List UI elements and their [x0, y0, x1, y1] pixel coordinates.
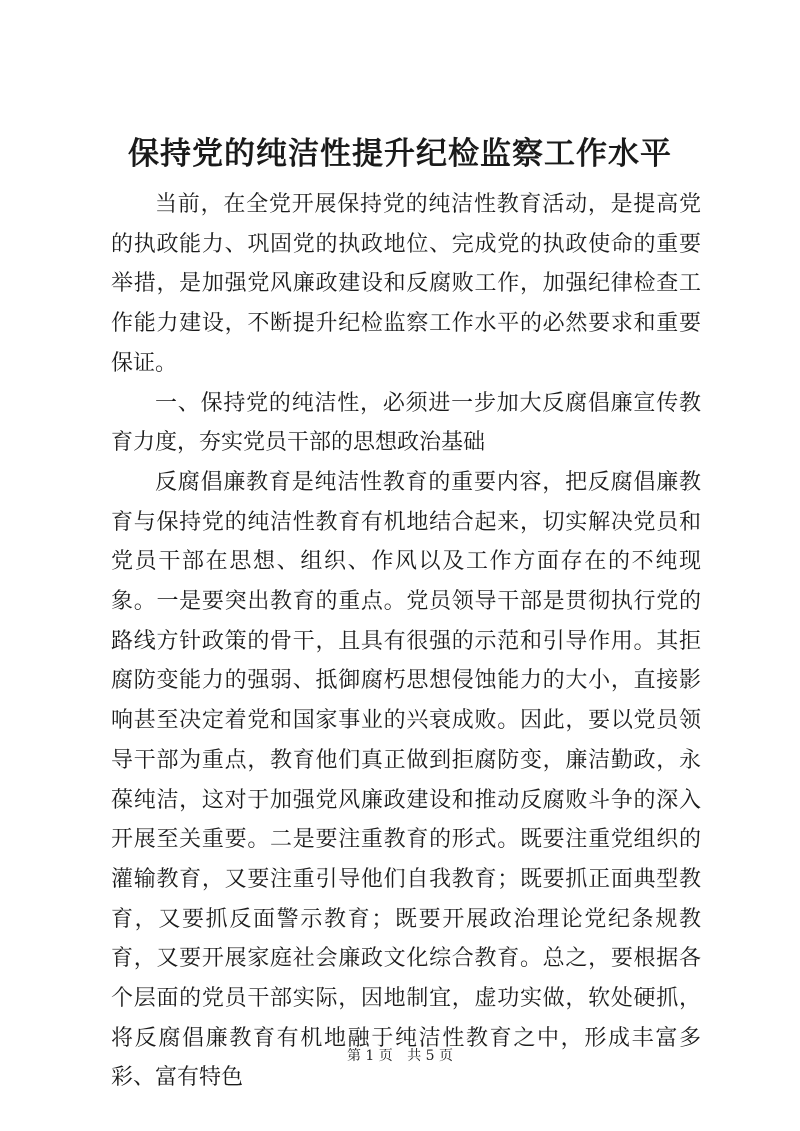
intro-paragraph: 当前，在全党开展保持党的纯洁性教育活动，是提高党的执政能力、巩固党的执政地位、完成党的执政使命的重要举措，是加强党风廉政建设和反腐败工作，加强纪律检查工作能力建设，不断提升纪检监察工作水平的必然要求和重要保证。	[111, 192, 701, 376]
body-paragraph: 反腐倡廉教育是纯洁性教育的重要内容，把反腐倡廉教育与保持党的纯洁性教育有机地结合起来，切实解决党员和党员干部在思想、组织、作风以及工作方面存在的不纯现象。一是要突出教育的重点。党员领导干部是贯彻执行党的路线方针政策的骨干，且具有很强的示范和引导作用。其拒腐防变能力的强弱、抵御腐朽思想侵蚀能力的大小，直接影响甚至决定着党和国家事业的兴衰成败。因此，要以党员领导干部为重点，教育他们真正做到拒腐防变，廉洁勤政，永葆纯洁，这对于加强党风廉政建设和推动反腐败斗争的深入开展至关重要。二是要注重教育的形式。既要注重党组织的灌输教育，又要注重引导他们自我教育；既要抓正面典型教育，又要抓反面警示教育；既要开展政治理论党纪条规教育，又要开展家庭社会廉政文化综合教育。总之，要根据各个层面的党员干部实际，因地制宜，虚功实做，软处硬抓，将反腐倡廉教育有机地融于纯洁性教育之中，形成丰富多彩、富有特色	[111, 469, 701, 1091]
document-body	[111, 185, 701, 1098]
page-footer	[0, 1046, 800, 1066]
document-title: 保持党的纯洁性提升纪检监察工作水平	[128, 136, 672, 172]
page-total: 共 5 页	[407, 1048, 454, 1064]
page-number: 第 1 页	[346, 1048, 393, 1064]
section-heading-paragraph: 一、保持党的纯洁性，必须进一步加大反腐倡廉宣传教育力度，夯实党员干部的思想政治基础	[111, 390, 701, 456]
